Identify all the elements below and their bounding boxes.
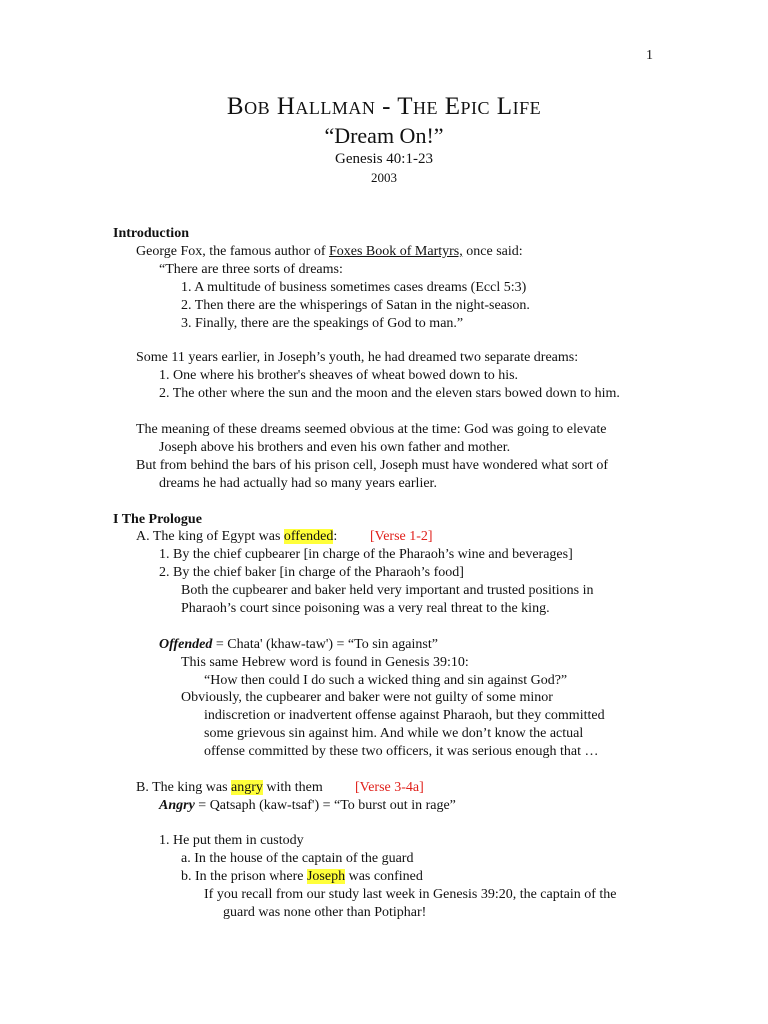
- dream-item-3: 3. Finally, there are the speakings of God to man.”: [181, 316, 464, 331]
- highlight-angry: angry: [231, 780, 263, 795]
- prison-line-1: But from behind the bars of his prison cell, Joseph must have wondered what sort of: [136, 458, 609, 473]
- joseph-dream-1: 1. One where his brother's sheaves of wheat bowed down to his.: [159, 368, 519, 383]
- angry-definition: Angry = Qatsaph (kaw-tsaf') = “To burst out in rage”: [159, 798, 456, 813]
- hebrew-line: This same Hebrew word is found in Genesis 39:10:: [181, 655, 469, 670]
- offended-definition: Offended = Chata' (khaw-taw') = “To sin against”: [159, 637, 438, 652]
- offended-term: Offended: [159, 637, 213, 652]
- intro-heading: Introduction: [113, 226, 189, 241]
- title-block: [0, 92, 768, 186]
- recall-line-1: If you recall from our study last week in Genesis 39:20, the captain of the: [204, 887, 617, 902]
- positions-line-2: Pharaoh’s court since poisoning was a very real threat to the king.: [181, 601, 550, 616]
- hebrew-quote: “How then could I do such a wicked thing and sin against God?”: [204, 673, 568, 688]
- point-b: B. The king was angry with them: [136, 780, 323, 795]
- custody-line: 1. He put them in custody: [159, 833, 304, 848]
- meaning-line-1: The meaning of these dreams seemed obvious at the time: God was going to elevate: [136, 422, 607, 437]
- verse-ref-3-4a: [Verse 3-4a]: [355, 780, 424, 795]
- scripture-reference: Genesis 40:1-23: [335, 151, 433, 167]
- dream-item-2: 2. Then there are the whisperings of Satan in the night-season.: [181, 298, 530, 313]
- highlight-joseph: Joseph: [306, 869, 346, 884]
- fox-line: George Fox, the famous author of Foxes Book of Martyrs, once said:: [136, 244, 523, 259]
- verse-ref-1-2: [Verse 1-2]: [370, 529, 433, 544]
- sermon-year: 2003: [371, 170, 397, 185]
- angry-term: Angry: [159, 798, 195, 813]
- obviously-line-4: offense committed by these two officers, it was serious enough that …: [204, 744, 599, 759]
- obviously-line-2: indiscretion or inadvertent offense against Pharaoh, but they committed: [204, 708, 605, 723]
- recall-line-2: guard was none other than Potiphar!: [223, 905, 427, 920]
- obviously-line-3: some grievous sin against him. And while we don’t know the actual: [204, 726, 584, 741]
- quote-open: “There are three sorts of dreams:: [159, 262, 343, 277]
- custody-item-b: b. In the prison where Joseph was confined: [181, 869, 423, 884]
- point-a-item-1: 1. By the chief cupbearer [in charge of the Pharaoh’s wine and beverages]: [159, 547, 573, 562]
- positions-line-1: Both the cupbearer and baker held very important and trusted positions in: [181, 583, 594, 598]
- book-title: Foxes Book of Martyrs,: [328, 244, 463, 259]
- point-a: A. The king of Egypt was offended:: [136, 529, 338, 544]
- joseph-dream-2: 2. The other where the sun and the moon and the eleven stars bowed down to him.: [159, 386, 620, 401]
- sermon-subtitle: “Dream On!”: [324, 123, 444, 148]
- page-number: 1: [646, 48, 653, 63]
- obviously-line-1: Obviously, the cupbearer and baker were not guilty of some minor: [181, 690, 553, 705]
- joseph-line: Some 11 years earlier, in Joseph’s youth, he had dreamed two separate dreams:: [136, 350, 579, 365]
- meaning-line-2: Joseph above his brothers and even his own father and mother.: [159, 440, 511, 455]
- dream-item-1: 1. A multitude of business sometimes cases dreams (Eccl 5:3): [181, 280, 527, 295]
- point-a-item-2: 2. By the chief baker [in charge of the Pharaoh’s food]: [159, 565, 464, 580]
- prologue-heading: I The Prologue: [113, 512, 202, 527]
- page-title: Bob Hallman - The Epic Life: [226, 93, 542, 120]
- custody-item-a: a. In the house of the captain of the guard: [181, 851, 414, 866]
- prison-line-2: dreams he had actually had so many years earlier.: [159, 476, 437, 491]
- highlight-offended: offended: [283, 529, 334, 544]
